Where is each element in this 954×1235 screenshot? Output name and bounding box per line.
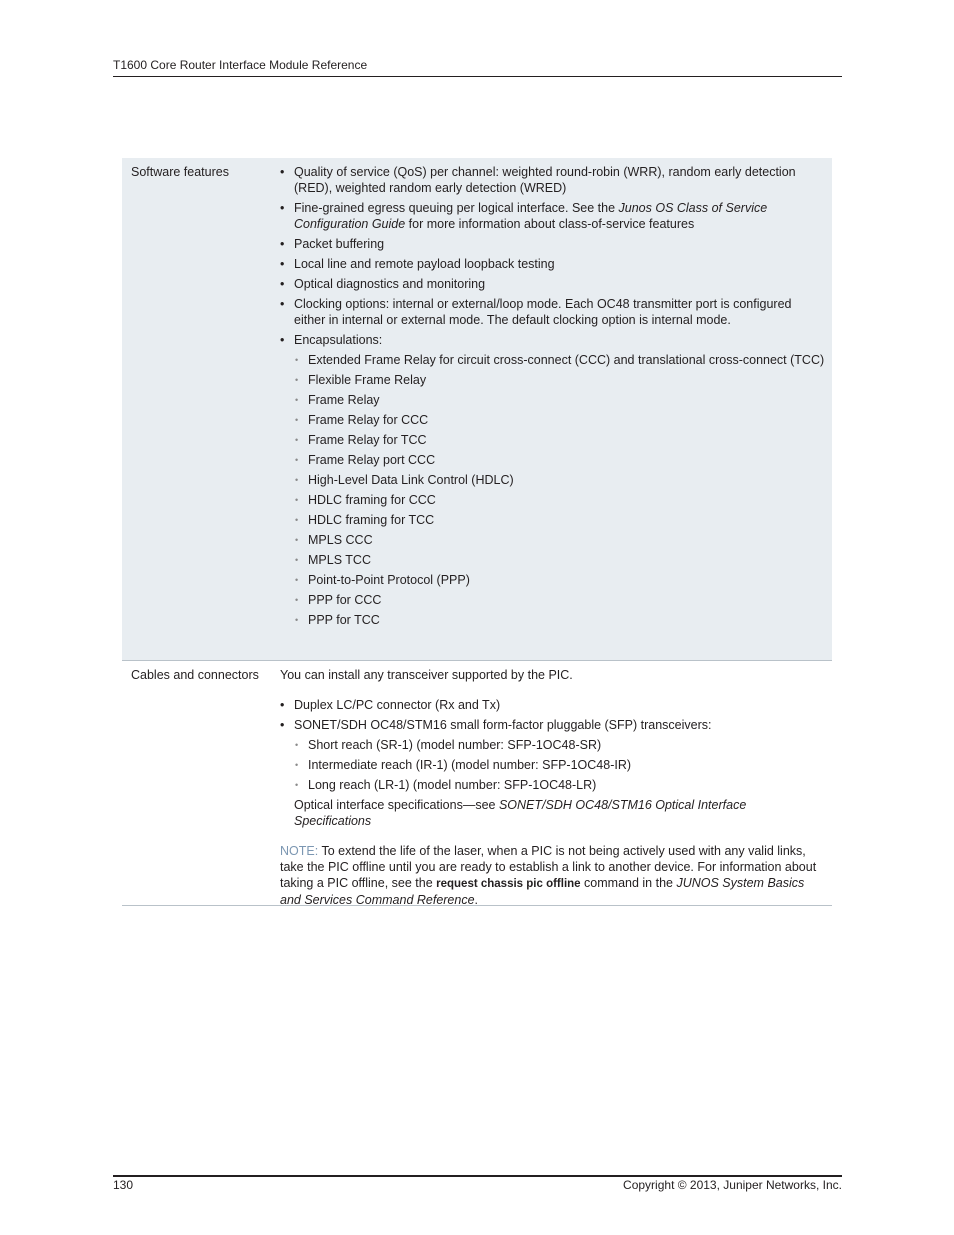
command-text: request chassis pic offline bbox=[436, 878, 581, 890]
sub-list-item: • Intermediate reach (IR-1) (model number: SFP-1OC48-IR) bbox=[294, 757, 826, 773]
cables-connectors-cell bbox=[280, 661, 832, 905]
doc-reference-link[interactable]: SONET/SDH OC48/STM16 Optical Interface Specifications bbox=[294, 798, 747, 828]
list-item: • Duplex LC/PC connector (Rx and Tx) bbox=[280, 697, 826, 713]
list-item: • Packet buffering bbox=[280, 236, 826, 252]
list-item-encapsulations bbox=[280, 332, 826, 628]
list-item bbox=[280, 200, 826, 232]
note-block bbox=[280, 843, 826, 908]
row-label-software: Software features bbox=[131, 165, 229, 179]
cables-list bbox=[280, 697, 826, 793]
doc-reference-link[interactable]: Junos OS Class of Service Configuration Guide bbox=[294, 201, 768, 231]
list-item-sfp bbox=[280, 717, 826, 793]
header-divider bbox=[113, 76, 842, 77]
sub-list-item: • Frame Relay for TCC bbox=[294, 432, 826, 448]
software-features-cell bbox=[280, 158, 832, 660]
note-text: command in the bbox=[580, 876, 677, 890]
encapsulations-list bbox=[294, 352, 826, 628]
list-item-label: SONET/SDH OC48/STM16 small form-factor pluggable (SFP) transceivers: bbox=[294, 718, 712, 732]
software-features-row bbox=[122, 158, 832, 661]
sub-list-item: • Frame Relay bbox=[294, 392, 826, 408]
list-item: • Quality of service (QoS) per channel: weighted round-robin (WRR), random early detection (RED), weighted random early detection (WRED) bbox=[280, 164, 826, 196]
doc-reference-link[interactable]: JUNOS System Basics and Services Command Reference bbox=[280, 876, 805, 907]
sub-list-item: • PPP for TCC bbox=[294, 612, 826, 628]
note-text: . bbox=[474, 893, 479, 907]
note-label: NOTE: bbox=[280, 844, 319, 858]
sub-list-item: • MPLS CCC bbox=[294, 532, 826, 548]
sub-list-item: • HDLC framing for CCC bbox=[294, 492, 826, 508]
sub-list-item: • HDLC framing for TCC bbox=[294, 512, 826, 528]
sub-list-item: • Point-to-Point Protocol (PPP) bbox=[294, 572, 826, 588]
list-item: • Optical diagnostics and monitoring bbox=[280, 276, 826, 292]
sub-list-item: • High-Level Data Link Control (HDLC) bbox=[294, 472, 826, 488]
note-text: To extend the life of the laser, when a PIC is not being actively used with any valid links, take the PIC offline until you are ready to establish a link to another device. For information about taking a PIC offline, see the bbox=[280, 844, 817, 890]
optical-spec-reference bbox=[280, 797, 826, 829]
specifications-table bbox=[122, 158, 832, 906]
list-item-label: Encapsulations: bbox=[294, 333, 383, 347]
list-item: • Clocking options: internal or external/loop mode. Each OC48 transmitter port is configured either in internal or external mode. The default clocking option is internal mode. bbox=[280, 296, 826, 328]
copyright-notice: Copyright © 2013, Juniper Networks, Inc. bbox=[623, 1178, 842, 1192]
sub-list-item: • Flexible Frame Relay bbox=[294, 372, 826, 388]
sub-list-item: • MPLS TCC bbox=[294, 552, 826, 568]
sub-list-item: • Short reach (SR-1) (model number: SFP-1OC48-SR) bbox=[294, 737, 826, 753]
text: for more information about class-of-service features bbox=[405, 217, 695, 231]
text: Fine-grained egress queuing per logical interface. See the bbox=[294, 201, 619, 215]
sub-list-item: • Frame Relay for CCC bbox=[294, 412, 826, 428]
sfp-list bbox=[294, 737, 826, 793]
cables-connectors-row bbox=[122, 661, 832, 906]
sub-list-item: • PPP for CCC bbox=[294, 592, 826, 608]
page-number: 130 bbox=[113, 1178, 134, 1192]
sub-list-item: • Extended Frame Relay for circuit cross-connect (CCC) and translational cross-connect (TCC) bbox=[294, 352, 826, 368]
list-item: • Local line and remote payload loopback testing bbox=[280, 256, 826, 272]
sub-list-item: • Frame Relay port CCC bbox=[294, 452, 826, 468]
cables-intro: You can install any transceiver supported by the PIC. bbox=[280, 668, 573, 682]
running-header: T1600 Core Router Interface Module Reference bbox=[113, 58, 368, 72]
text: Optical interface specifications—see bbox=[294, 798, 499, 812]
row-label-cables: Cables and connectors bbox=[131, 668, 259, 682]
software-features-list bbox=[280, 164, 826, 628]
sub-list-item: • Long reach (LR-1) (model number: SFP-1OC48-LR) bbox=[294, 777, 826, 793]
